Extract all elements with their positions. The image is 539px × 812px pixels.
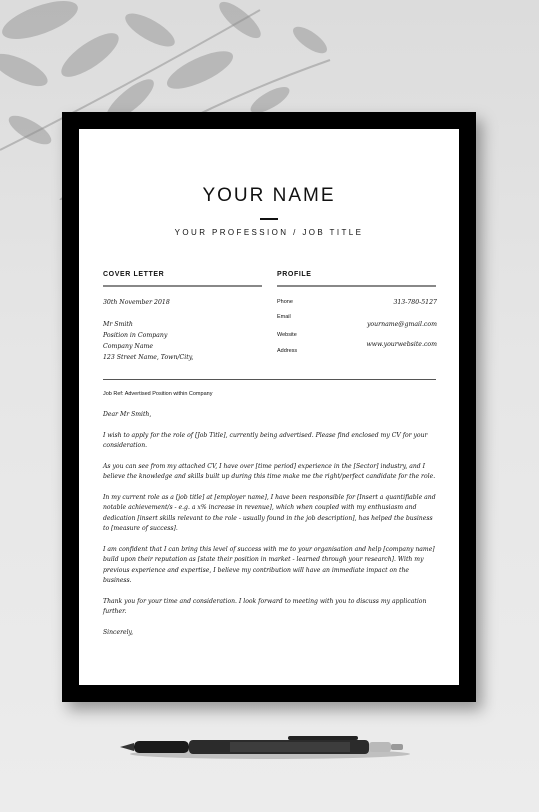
letter-body bbox=[103, 410, 437, 648]
resume-name: YOUR NAME bbox=[202, 185, 336, 206]
profile-website-value: www.yourwebsite.com bbox=[366, 341, 437, 348]
letter-greeting: Dear Mr Smith, bbox=[103, 411, 152, 418]
recipient-name: Mr Smith bbox=[103, 321, 133, 328]
recipient-position: Position in Company bbox=[103, 332, 168, 339]
letter-signoff: Sincerely, bbox=[103, 628, 134, 636]
letter-date: 30th November 2018 bbox=[103, 299, 170, 306]
letter-paragraph: Thank you for your time and consideration. I look forward to meeting with you to discuss my application further. bbox=[103, 597, 427, 615]
profile-heading: PROFILE bbox=[277, 271, 312, 278]
profile-website-label: Website bbox=[277, 332, 297, 338]
cover-letter-rule bbox=[103, 285, 262, 287]
profile-address-label: Address bbox=[277, 348, 298, 354]
letter-paragraph: In my current role as a [job title] at [employer name], I have been responsible for [Insert a quantifiable and notable achievement/s - e.g. a x% increase in revenue], which when coupled with my enthusiasm and dedication [insert skills relevant to the role - usually found in the job description], has helped the business to [measure of success]. bbox=[103, 493, 436, 532]
picture-frame bbox=[62, 112, 476, 702]
letter-paragraph: I am confident that I can bring this level of success with me to your organisation and help [company name] build upon their reputation as [state their position in market - learned through your research]. With my previous experience and expertise, I believe my contribution will have an immediate impact on the business. bbox=[103, 545, 435, 584]
cover-letter-page bbox=[79, 129, 459, 685]
pen-decoration bbox=[120, 732, 410, 762]
resume-profession: YOUR PROFESSION / JOB TITLE bbox=[174, 228, 364, 237]
cover-letter-heading: COVER LETTER bbox=[103, 271, 165, 278]
letter-paragraph: As you can see from my attached CV, I have over [time period] experience in the [Sector] industry, and I believe the knowledge and skills built up during this time make me the right/perfect candidate for the role. bbox=[103, 462, 436, 480]
letter-paragraph: I wish to apply for the role of [Job Title], currently being advertised. Please find enclosed my CV for your consideration. bbox=[103, 431, 428, 449]
profile-email-value: yourname@gmail.com bbox=[366, 321, 437, 328]
recipient-company: Company Name bbox=[103, 343, 154, 350]
profile-rule bbox=[277, 285, 436, 287]
profile-phone-label: Phone bbox=[277, 299, 293, 305]
name-divider bbox=[260, 218, 278, 220]
header-separator bbox=[103, 379, 436, 380]
profile-phone-value: 313-780-5127 bbox=[393, 299, 437, 306]
recipient-address: 123 Street Name, Town/City, bbox=[103, 354, 194, 361]
job-reference: Job Ref: Advertised Position within Company bbox=[103, 391, 213, 397]
profile-email-label: Email bbox=[277, 314, 291, 320]
